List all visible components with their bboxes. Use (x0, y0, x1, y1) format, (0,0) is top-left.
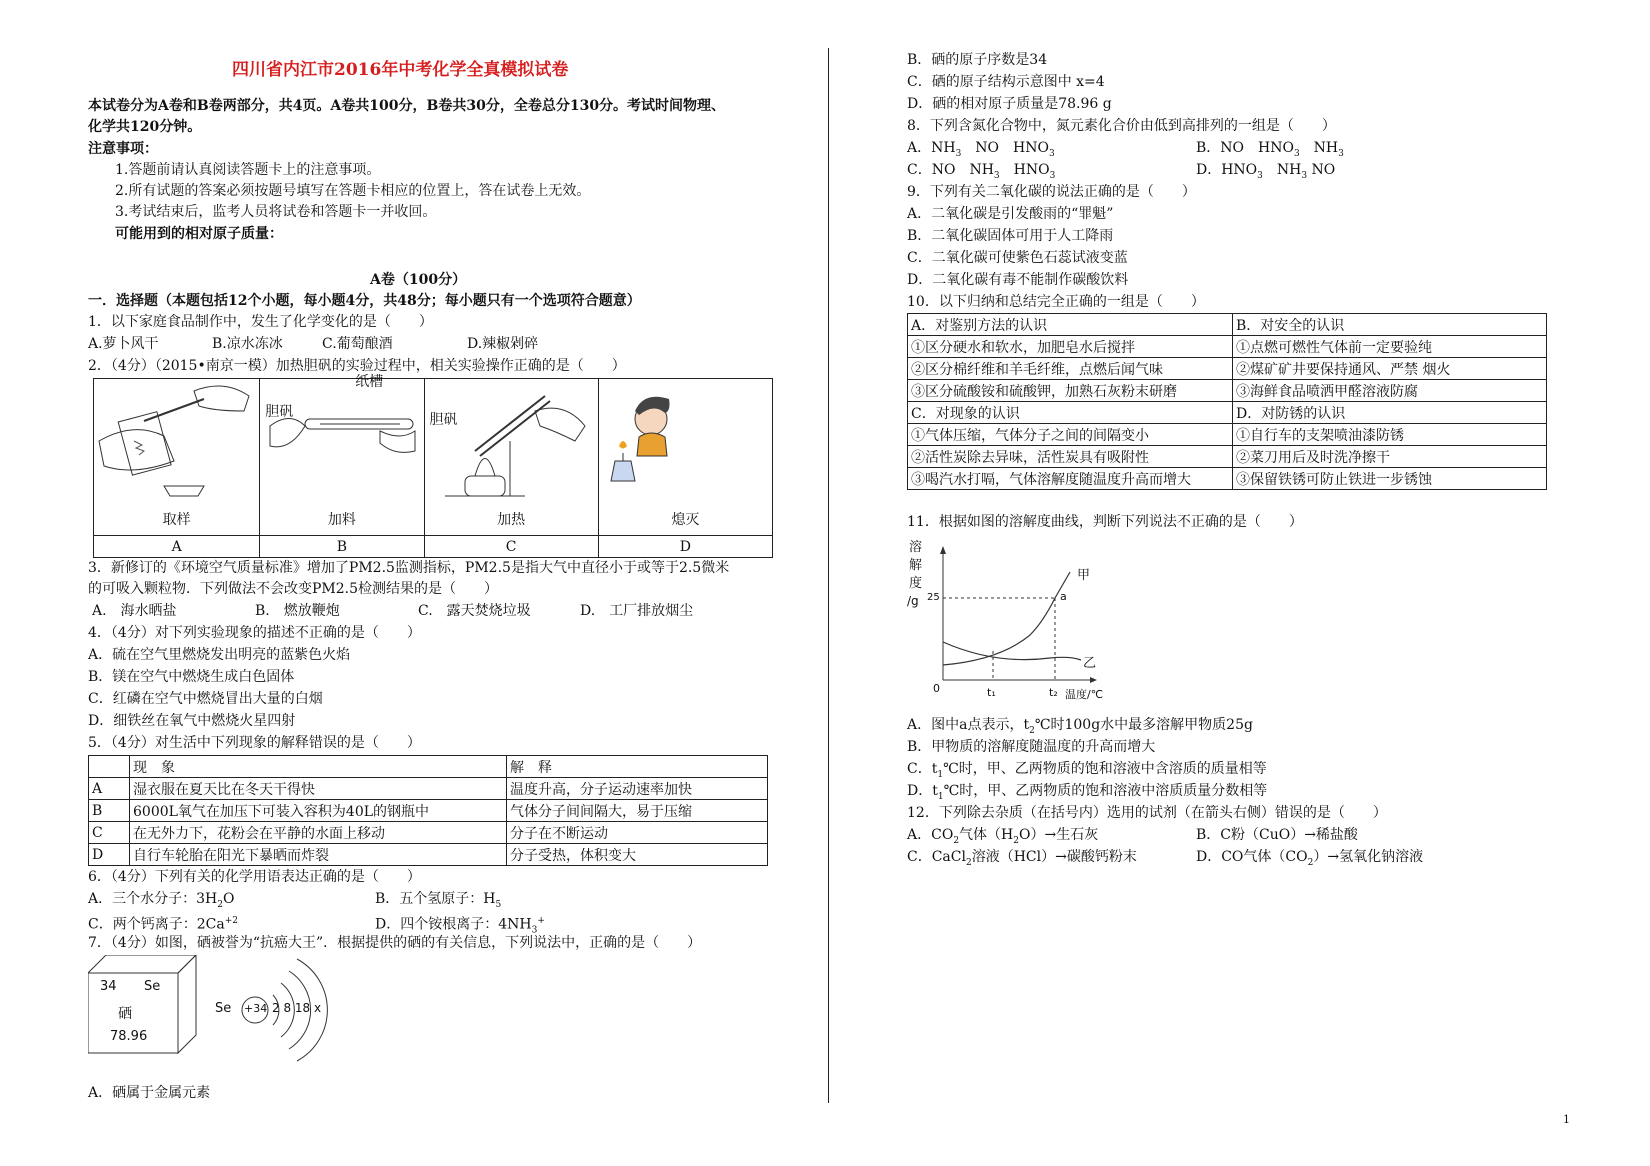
y-label-char-1: 溶 (909, 540, 923, 555)
q5-row-label: D (89, 844, 130, 866)
section-a-title: A卷（100分） (370, 272, 467, 288)
x-label: 温度/℃ (1065, 688, 1104, 701)
atomic-mass-title: 可能用到的相对原子质量： (115, 226, 283, 242)
curve-label-jia: 甲 (1077, 568, 1091, 583)
q11-d-sub: 1 (937, 791, 944, 802)
q5-row-phenomenon: 在无外力下，花粉会在平静的水面上移动 (130, 822, 507, 844)
q1-option-c: C.葡萄酿酒 (322, 336, 393, 352)
q2-caption-b: 加料 (327, 512, 356, 528)
q10-cell: ①自行车的支架喷油漆防锈 (1233, 424, 1547, 446)
q4-stem: 4．（4分）对下列实验现象的描述不正确的是（ ） (88, 625, 421, 641)
q1-option-d: D.辣椒剁碎 (467, 336, 539, 352)
q2-label-alum-b: 胆矾 (265, 404, 294, 420)
q6-d-text: D．四个铵根离子：4NH (375, 916, 532, 933)
table-row (908, 380, 1547, 402)
table-row (908, 446, 1547, 468)
q10-cell: A．对鉴别方法的认识 (908, 314, 1233, 336)
q12-d-post: ）→氢氧化钠溶液 (1313, 849, 1424, 865)
card-name: 硒 (118, 1006, 132, 1022)
q5-row-label: A (89, 778, 130, 800)
q10-cell: ①气体压缩，气体分子之间的间隔变小 (908, 424, 1233, 446)
q11-c-post: ℃时，甲、乙两物质的饱和溶液中含溶质的质量相等 (943, 761, 1267, 777)
q12-option-c (907, 847, 1137, 873)
q11-d-pre: D．t (907, 783, 938, 799)
q4-option-d: D．细铁丝在氧气中燃烧火星四射 (88, 713, 296, 729)
q11-a-post: ℃时100g水中最多溶解甲物质25g (1034, 717, 1253, 733)
table-row (908, 402, 1547, 424)
q7-option-b: B．硒的原子序数是34 (907, 52, 1048, 68)
q12-d-pre: D．CO气体（CO (1196, 849, 1308, 865)
q10-cell: ②煤矿矿井要保持通风、严禁 烟火 (1233, 358, 1547, 380)
q5-row-label: C (89, 822, 130, 844)
sampling-illustration (94, 381, 254, 501)
intro-line-2: 化学共120分钟。 (88, 119, 202, 135)
q5-row-explanation: 分子受热，体积变大 (507, 844, 768, 866)
t1-label: t₁ (987, 686, 996, 699)
q5-header-blank (89, 756, 130, 778)
q6-c-sup: +2 (224, 916, 238, 926)
table-row (89, 822, 768, 844)
solubility-chart (905, 540, 1105, 705)
q6-option-c (88, 911, 238, 935)
table-row (908, 358, 1547, 380)
q3-option-d: D. 工厂排放烟尘 (580, 603, 694, 619)
selenium-element-card (88, 955, 198, 1055)
q10-cell: ①点燃可燃性气体前一定要验纯 (1233, 336, 1547, 358)
q7-stem: 7．（4分）如图，硒被誉为“抗癌大王”．根据提供的硒的有关信息，下列说法中，正确的是（ ） (88, 935, 702, 951)
q8-c-text-2: HNO (999, 162, 1050, 178)
table-row (908, 314, 1547, 336)
q5-row-explanation: 分子在不断运动 (507, 822, 768, 844)
q11-a-pre: A．图中a点表示，t (907, 717, 1030, 733)
origin-label: 0 (933, 682, 940, 695)
q6-stem: 6．（4分）下列有关的化学用语表达正确的是（ ） (88, 869, 421, 885)
table-row (908, 336, 1547, 358)
atom-nucleus: +34 (244, 1002, 268, 1015)
q5-row-phenomenon: 湿衣服在夏天比在冬天干得快 (130, 778, 507, 800)
q8-d-text-2: NH (1262, 162, 1302, 178)
y-label-char-3: 度 (909, 576, 923, 591)
q2-letter-c: C (424, 536, 598, 558)
q6-d-sup: + (537, 916, 545, 926)
table-row (89, 844, 768, 866)
q8-sub: 3 (955, 148, 962, 159)
q5-table (88, 755, 768, 866)
q11-option-b: B．甲物质的溶解度随温度的升高而增大 (907, 739, 1156, 755)
q6-a-text: A．三个水分子：3H (88, 891, 218, 907)
q12-c-pre: C．CaCl (907, 849, 966, 865)
q9-option-d: D．二氧化碳有毒不能制作碳酸饮料 (907, 272, 1129, 288)
q2-letter-d: D (598, 536, 772, 558)
q10-cell: ③海鲜食品喷洒甲醛溶液防腐 (1233, 380, 1547, 402)
note-3: 3.考试结束后，监考人员将试卷和答题卡一并收回。 (115, 204, 437, 220)
q3-stem-2: 的可吸入颗粒物．下列做法不会改变PM2.5检测结果的是（ ） (88, 581, 499, 597)
notes-title: 注意事项： (88, 141, 158, 157)
table-row (89, 778, 768, 800)
q8-b-text-2: NH (1299, 140, 1339, 156)
q12-c-sub: 2 (965, 857, 972, 868)
q10-cell: C．对现象的认识 (908, 402, 1233, 424)
q9-stem: 9．下列有关二氧化碳的说法正确的是（ ） (907, 184, 1196, 200)
q6-d-sub: 3 (531, 925, 538, 936)
q8-a-text-2: NO HNO (961, 140, 1049, 156)
q9-option-a: A．二氧化碳是引发酸雨的“罪魁” (907, 206, 1114, 222)
q8-sub: 3 (1048, 148, 1055, 159)
atom-symbol: Se (215, 1001, 232, 1016)
q2-letter-a: A (94, 536, 260, 558)
q12-a-pre: A．CO (907, 827, 954, 843)
q10-cell: ②活性炭除去异味，活性炭具有吸附性 (908, 446, 1233, 468)
q5-row-phenomenon: 自行车轮胎在阳光下暴晒而炸裂 (130, 844, 507, 866)
exam-title: 四川省内江市2016年中考化学全真模拟试卷 (232, 60, 569, 80)
q6-a-tail: O (222, 891, 235, 907)
y-tick-25: 25 (927, 592, 940, 603)
q10-cell: ③区分硫酸铵和硫酸钾，加熟石灰粉末研磨 (908, 380, 1233, 402)
q10-cell: ③保留铁锈可防止铁进一步锈蚀 (1233, 468, 1547, 490)
q12-stem: 12．下列除去杂质（在括号内）选用的试剂（在箭头右侧）错误的是（ ） (907, 805, 1387, 821)
q2-caption-a: 取样 (162, 512, 191, 528)
q7-option-d: D．硒的相对原子质量是78.96 g (907, 96, 1112, 112)
q5-row-label: B (89, 800, 130, 822)
note-1: 1.答题前请认真阅读答题卡上的注意事项。 (115, 162, 381, 178)
q4-option-c: C．红磷在空气中燃烧冒出大量的白烟 (88, 691, 323, 707)
q11-a-sub: 2 (1029, 725, 1035, 736)
adding-illustration (260, 381, 418, 501)
q2-fig-a (94, 379, 260, 536)
column-divider (828, 48, 829, 1103)
q12-a-sub2: 2 (1013, 835, 1019, 846)
q8-c-text: C．NO NH (907, 162, 994, 178)
card-symbol: Se (144, 979, 161, 994)
q8-sub: 3 (993, 170, 1000, 181)
q11-stem: 11．根据如图的溶解度曲线，判断下列说法不正确的是（ ） (907, 514, 1303, 530)
q6-a-sub: 2 (217, 899, 223, 910)
q5-row-explanation: 气体分子间间隔大，易于压缩 (507, 800, 768, 822)
q2-caption-d: 熄灭 (671, 512, 700, 528)
q6-b-sub: 5 (495, 899, 502, 910)
q1-option-b: B.凉水冻冰 (212, 336, 283, 352)
q2-letter-b: B (260, 536, 424, 558)
q5-header-phenomenon: 现 象 (130, 756, 507, 778)
q5-stem: 5．（4分）对生活中下列现象的解释错误的是（ ） (88, 735, 421, 751)
y-label-char-2: 解 (909, 558, 923, 573)
q8-sub: 3 (1049, 170, 1056, 181)
q10-cell: ③喝汽水打嗝，气体溶解度随温度升高而增大 (908, 468, 1233, 490)
q12-a-sub: 2 (953, 835, 960, 846)
card-atomic-number: 34 (100, 979, 117, 994)
q7-option-a: A．硒属于金属元素 (88, 1085, 211, 1101)
q2-stem: 2．（4分）（2015•南京一模）加热胆矾的实验过程中，相关实验操作正确的是（ ） (88, 358, 626, 374)
q5-row-explanation: 温度升高，分子运动速率加快 (507, 778, 768, 800)
curve-label-yi: 乙 (1083, 656, 1097, 671)
q11-c-sub: 1 (937, 769, 944, 780)
q7-option-c: C．硒的原子结构示意图中 x=4 (907, 74, 1105, 90)
q8-sub: 3 (1338, 148, 1344, 159)
q2-fig-c (424, 379, 598, 536)
q10-cell: D．对防锈的认识 (1233, 402, 1547, 424)
q3-option-b: B. 燃放鞭炮 (255, 603, 340, 619)
q5-header-explanation: 解 释 (507, 756, 768, 778)
q4-option-b: B．镁在空气中燃烧生成白色固体 (88, 669, 295, 685)
q2-label-alum-c: 胆矾 (429, 412, 458, 428)
q10-cell: B．对安全的认识 (1233, 314, 1547, 336)
q2-fig-b (260, 374, 424, 536)
heating-illustration (425, 381, 593, 501)
q6-c-text: C．两个钙离子：2Ca (88, 916, 225, 933)
card-mass: 78.96 (110, 1029, 148, 1044)
q8-stem: 8．下列含氮化合物中，氮元素化合价由低到高排列的一组是（ ） (907, 118, 1336, 134)
q8-option-d (1196, 160, 1335, 186)
table-row (89, 800, 768, 822)
q10-cell: ①区分硬水和软水，加肥皂水后搅拌 (908, 336, 1233, 358)
q4-option-a: A．硫在空气里燃烧发出明亮的蓝紫色火焰 (88, 647, 351, 663)
y-unit: /g (907, 594, 919, 608)
q12-option-b: B．C粉（CuO）→稀盐酸 (1196, 827, 1358, 843)
q3-stem-1: 3．新修订的《环境空气质量标准》增加了PM2.5监测指标，PM2.5是指大气中直径小于或等于2.5微米 (88, 560, 730, 576)
q8-a-text: A．NH (907, 140, 956, 156)
q2-fig-d (598, 379, 772, 536)
part1-heading: 一．选择题（本题包括12个小题，每小题4分，共48分；每小题只有一个选项符合题意） (88, 293, 641, 309)
q8-sub: 3 (1293, 148, 1300, 159)
page-number: 1 (1563, 1113, 1570, 1126)
table-row (908, 468, 1547, 490)
q8-sub: 3 (1301, 170, 1308, 181)
q8-b-text: B．NO HNO (1196, 140, 1294, 156)
q1-option-a: A.萝卜风干 (88, 336, 159, 352)
q2-label-paper-trough: 纸槽 (355, 374, 384, 390)
q2-figure-table (93, 374, 773, 558)
extinguishing-illustration (599, 381, 767, 501)
q12-d-sub: 2 (1307, 857, 1314, 868)
solubility-curves (905, 540, 1105, 705)
q12-a-post: O）→生石灰 (1019, 827, 1099, 843)
q9-option-b: B．二氧化碳固体可用于人工降雨 (907, 228, 1114, 244)
q10-stem: 10．以下归纳和总结完全正确的一组是（ ） (907, 294, 1205, 310)
q3-option-a: A. 海水晒盐 (92, 603, 177, 619)
q8-d-text-3: NO (1307, 162, 1336, 178)
q5-row-phenomenon: 6000L氧气在加压下可装入容积为40L的钢瓶中 (130, 800, 507, 822)
q11-d-post: ℃时，甲、乙两物质的饱和溶液中溶质质量分数相等 (943, 783, 1268, 799)
q3-option-c: C. 露天焚烧垃圾 (418, 603, 531, 619)
q2-caption-c: 加热 (497, 512, 526, 528)
q12-a-mid: 气体（H (959, 827, 1014, 843)
q6-b-text: B．五个氢原子：H (375, 891, 496, 907)
q12-option-d (1196, 847, 1423, 873)
table-row (908, 424, 1547, 446)
q10-table (907, 313, 1547, 490)
selenium-atom-diagram (215, 955, 345, 1065)
q8-d-text: D．HNO (1196, 162, 1258, 178)
q12-c-post: 溶液（HCl）→碳酸钙粉末 (971, 849, 1137, 865)
atom-shells: 2 8 18 x (272, 1001, 322, 1015)
q1-stem: 1．以下家庭食品制作中，发生了化学变化的是（ ） (88, 314, 433, 330)
q10-cell: ②区分棉纤维和羊毛纤维，点燃后闻气味 (908, 358, 1233, 380)
point-a-label: a (1060, 590, 1067, 603)
q11-c-pre: C．t (907, 761, 938, 777)
t2-label: t₂ (1049, 686, 1058, 699)
q10-cell: ②菜刀用后及时洗净擦干 (1233, 446, 1547, 468)
intro-line-1: 本试卷分为A卷和B卷两部分，共4页。A卷共100分，B卷共30分，全卷总分130分。考试时间物理、 (88, 98, 726, 114)
q9-option-c: C．二氧化碳可使紫色石蕊试液变蓝 (907, 250, 1128, 266)
q8-sub: 3 (1257, 170, 1263, 181)
note-2: 2.所有试题的答案必须按题号填写在答题卡相应的位置上，答在试卷上无效。 (115, 183, 591, 199)
